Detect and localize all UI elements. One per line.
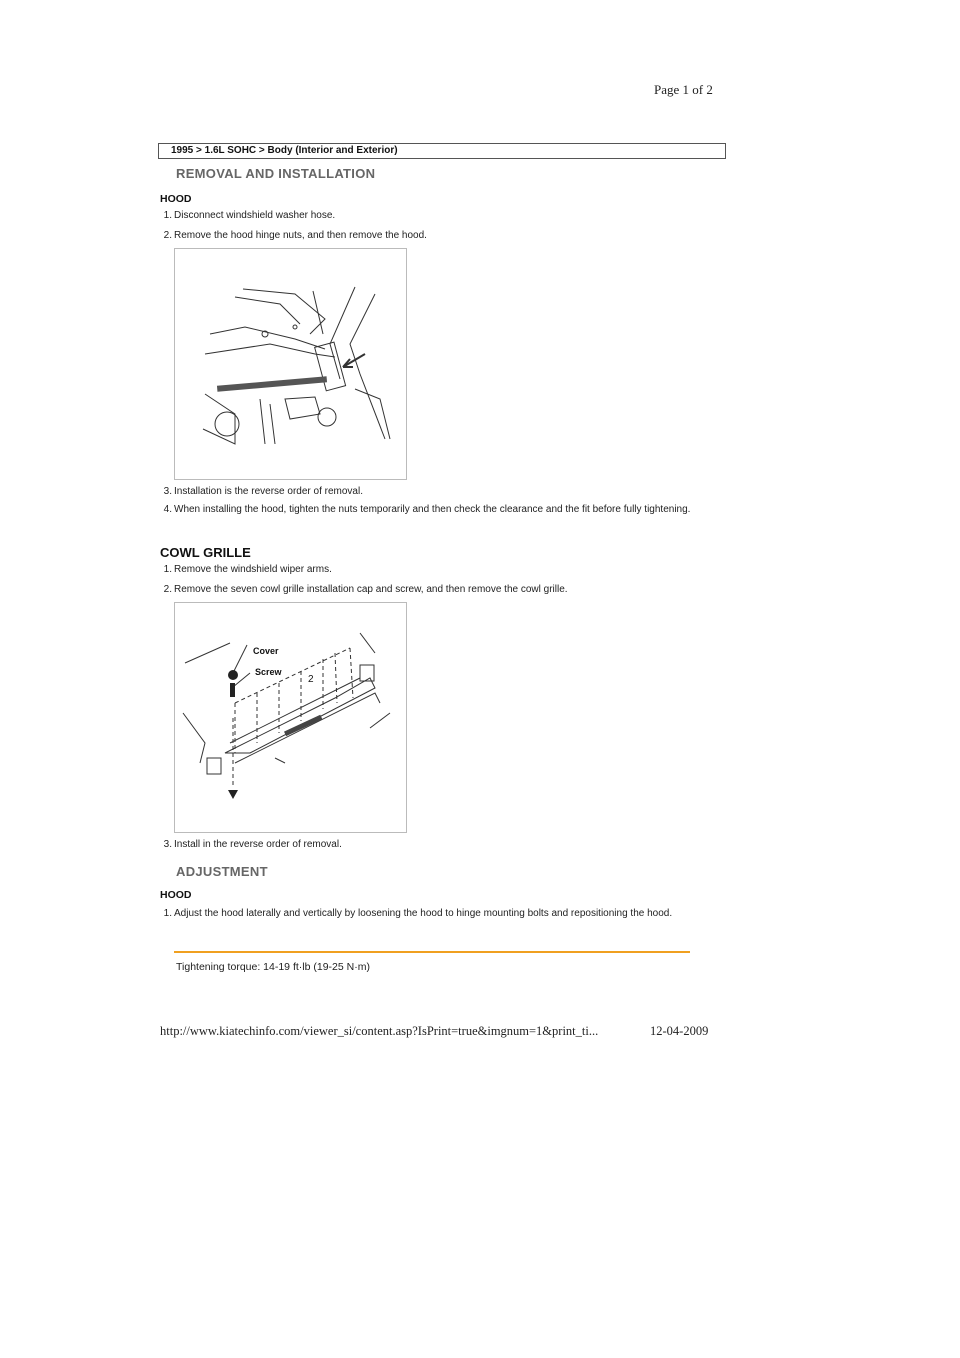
step-number: 2. bbox=[163, 584, 172, 595]
cover-label: Cover bbox=[253, 646, 279, 656]
subheading-cowl-grille: COWL GRILLE bbox=[160, 545, 251, 560]
step-text: Disconnect windshield washer hose. bbox=[174, 210, 336, 221]
step-number: 1. bbox=[163, 210, 172, 221]
breadcrumb: 1995 > 1.6L SOHC > Body (Interior and Exterior) bbox=[158, 143, 726, 159]
section-title-adjustment: ADJUSTMENT bbox=[176, 864, 268, 879]
step-number: 1. bbox=[163, 908, 172, 919]
step-hood-3 bbox=[160, 485, 700, 499]
step-text: Adjust the hood laterally and vertically by loosening the hood to hinge mounting bolts and repositioning the hood. bbox=[174, 908, 673, 919]
footer-date: 12-04-2009 bbox=[650, 1024, 709, 1038]
step-hood-1 bbox=[160, 209, 700, 223]
step-cowl-2 bbox=[160, 583, 700, 597]
torque-divider bbox=[174, 951, 690, 953]
step-text: Install in the reverse order of removal. bbox=[174, 839, 342, 850]
quantity-label: 2 bbox=[308, 674, 314, 685]
step-adjustment-1 bbox=[160, 907, 700, 921]
page-number-label: Page 1 of 2 bbox=[654, 82, 713, 97]
section-title-removal: REMOVAL AND INSTALLATION bbox=[176, 166, 376, 181]
step-text: Remove the windshield wiper arms. bbox=[174, 564, 332, 575]
subheading-hood: HOOD bbox=[160, 193, 192, 205]
step-hood-4 bbox=[160, 503, 700, 517]
step-text: When installing the hood, tighten the nuts temporarily and then check the clearance and the fit before fully tightening. bbox=[174, 504, 691, 515]
tightening-torque-spec: Tightening torque: 14-19 ft·lb (19-25 N·m) bbox=[176, 961, 370, 973]
step-hood-2 bbox=[160, 229, 700, 243]
step-cowl-1 bbox=[160, 563, 700, 577]
screw-label: Screw bbox=[255, 667, 282, 677]
step-number: 3. bbox=[163, 839, 172, 850]
hood-hinge-illustration bbox=[174, 248, 407, 480]
cowl-grille-illustration bbox=[174, 602, 407, 833]
step-number: 2. bbox=[163, 230, 172, 241]
step-number: 4. bbox=[163, 504, 172, 515]
step-number: 1. bbox=[163, 564, 172, 575]
footer-url: http://www.kiatechinfo.com/viewer_si/content.asp?IsPrint=true&imgnum=1&print_ti... bbox=[160, 1024, 599, 1038]
subheading-adjustment-hood: HOOD bbox=[160, 889, 192, 901]
step-number: 3. bbox=[163, 486, 172, 497]
step-text: Remove the hood hinge nuts, and then remove the hood. bbox=[174, 230, 427, 241]
step-text: Remove the seven cowl grille installation cap and screw, and then remove the cowl grille. bbox=[174, 584, 568, 595]
step-text: Installation is the reverse order of removal. bbox=[174, 486, 363, 497]
step-cowl-3 bbox=[160, 838, 700, 852]
